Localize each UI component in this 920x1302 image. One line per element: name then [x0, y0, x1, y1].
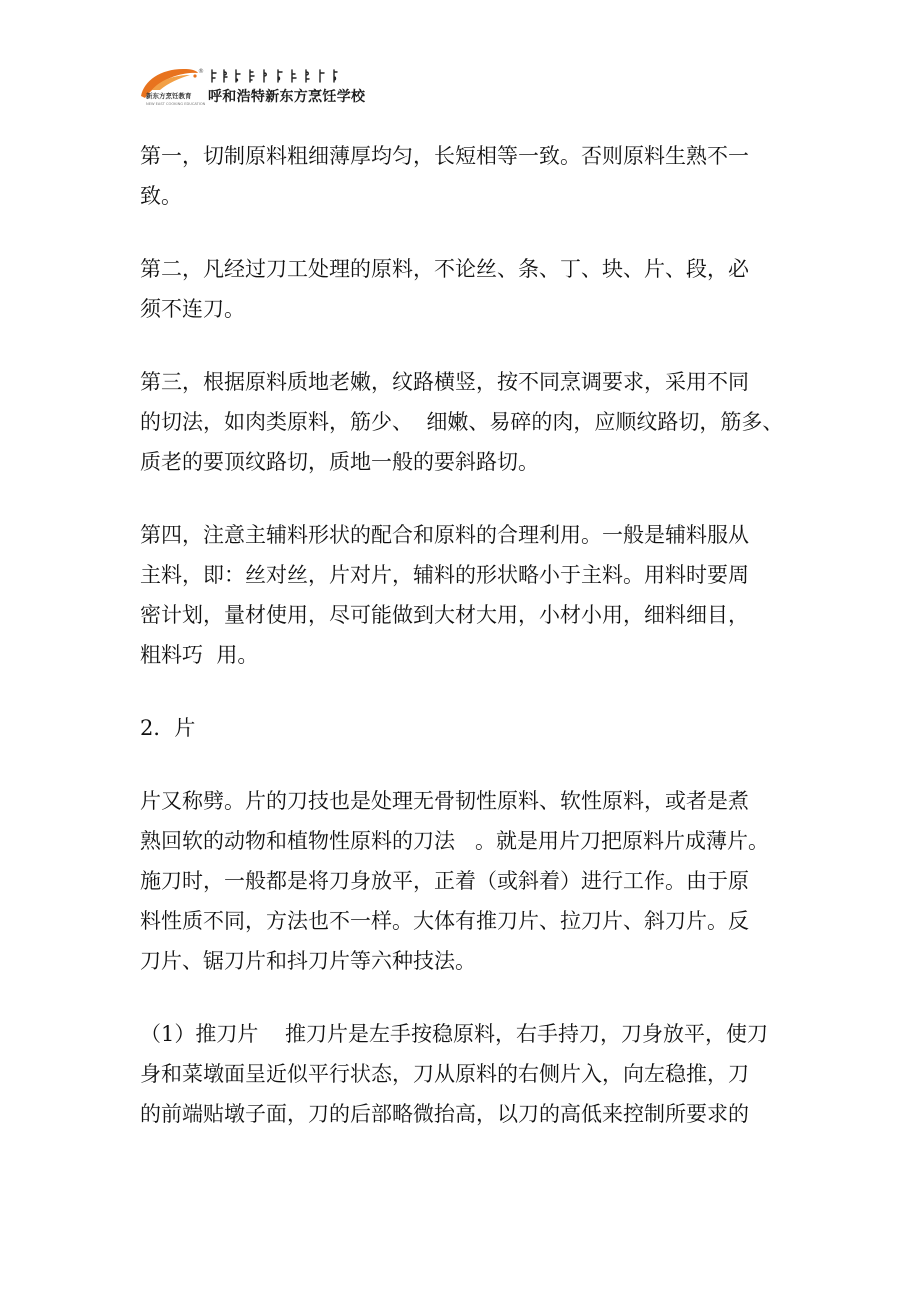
logo-english-text: NEW EAST COOKING EDUCATION [146, 102, 206, 106]
text-line: 第三，根据原料质地老嫩，纹路横竖，按不同烹调要求，采用不同 [140, 370, 749, 394]
text-line: 第四，注意主辅料形状的配合和原料的合理利用。一般是辅料服从 [140, 523, 749, 547]
text-line: 第二，凡经过刀工处理的原料，不论丝、条、丁、块、片、段，必 [140, 257, 749, 281]
text-line: 质老的要顶纹路切，质地一般的要斜路切。 [140, 450, 539, 474]
paragraph-slicing-description [140, 781, 800, 981]
text-line: 粗料巧 用。 [140, 643, 259, 667]
text-line: 刀片、锯刀片和抖刀片等六种技法。 [140, 949, 476, 973]
paragraph-first-principle [140, 136, 800, 216]
text-line: 的前端贴墩子面，刀的后部略微抬高，以刀的高低来控制所要求的 [140, 1102, 749, 1126]
header-logo [138, 66, 398, 114]
text-line: 须不连刀。 [140, 297, 245, 321]
mongolian-script-graphic [208, 68, 378, 84]
paragraph-third-principle [140, 362, 800, 482]
logo-brand-text: 新东方烹饪教育 [146, 92, 192, 100]
paragraph-fourth-principle [140, 515, 800, 675]
text-line: 第一，切制原料粗细薄厚均匀，长短相等一致。否则原料生熟不一 [140, 144, 749, 168]
text-line: 施刀时，一般都是将刀身放平，正着（或斜着）进行工作。由于原 [140, 869, 749, 893]
document-body [140, 136, 800, 1134]
text-line: 身和菜墩面呈近似平行状态，刀从原料的右侧片入，向左稳推，刀 [140, 1062, 749, 1086]
text-line: 料性质不同，方法也不一样。大体有推刀片、拉刀片、斜刀片。反 [140, 909, 749, 933]
text-line: 的切法，如肉类原料，筋少、 细嫩、易碎的肉，应顺纹路切，筋多、 [140, 410, 784, 434]
text-line: 致。 [140, 184, 182, 208]
paragraph-push-slicing [140, 1014, 800, 1134]
text-line: 主料，即：丝对丝，片对片，辅料的形状略小于主料。用料时要周 [140, 563, 749, 587]
text-line: 密计划，量材使用，尽可能做到大材大用，小材小用，细料细目， [140, 603, 749, 627]
text-line: 2．片 [140, 716, 196, 740]
school-name: 呼和浩特新东方烹饪学校 [208, 89, 366, 105]
registered-mark: ® [198, 68, 204, 75]
paragraph-second-principle [140, 249, 800, 329]
text-line: 熟回软的动物和植物性原料的刀法 。就是用片刀把原料片成薄片。 [140, 829, 770, 853]
section-heading-slicing [140, 708, 800, 748]
text-line: （1）推刀片 推刀片是左手按稳原料，右手持刀，刀身放平，使刀 [140, 1022, 769, 1046]
text-line: 片又称劈。片的刀技也是处理无骨韧性原料、软性原料，或者是煮 [140, 789, 749, 813]
